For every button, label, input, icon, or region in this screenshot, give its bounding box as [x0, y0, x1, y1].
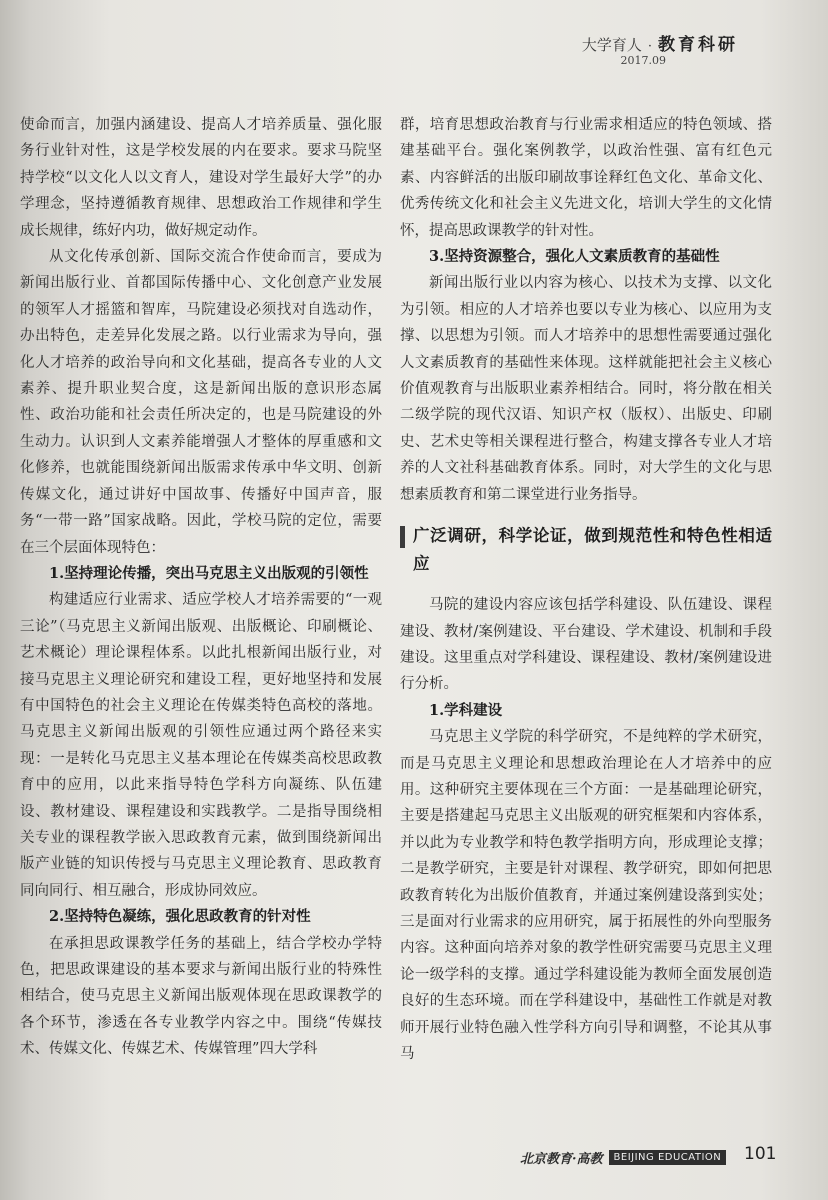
section-marker-bar — [400, 526, 405, 548]
subsection-heading: 1.学科建设 — [429, 701, 503, 719]
subsection-heading: 2.坚持特色凝练，强化思政教育的针对性 — [49, 908, 311, 926]
subsection-heading: 1.坚持理论传播，突出马克思主义出版观的引领性 — [49, 564, 369, 582]
section-title — [400, 522, 772, 578]
running-header — [582, 30, 738, 55]
body-paragraph: 新闻出版行业以内容为核心、以技术为支撑、以文化为引领。相应的人才培养也要以专业为核心、以应用为支撑、以思想为引领。而人才培养中的思想性需要通过强化人文素质教育的基础性来体现。这样就能把社会主义核心价值观教育与出版职业素养相结合。同时，将分散在相关二级学院的现代汉语、知识产权（版权）、出版史、印刷史、艺术史等相关课程进行整合，构建支撑各专业人才培养的人文社科基础教育体系。同时，对大学生的文化与思想素质教育和第二课堂进行业务指导。 — [400, 275, 772, 503]
header-column-name: 大学育人 — [581, 36, 642, 54]
header-separator: · — [647, 39, 652, 54]
footer-badge: BEIJING EDUCATION — [609, 1150, 727, 1165]
body-paragraph: 从文化传承创新、国际交流合作使命而言，要成为新闻出版行业、首都国际传播中心、文化创意产业发展的领军人才摇篮和智库，马院建设必须找对自选动作，办出特色，走差异化发展之路。以行业需求为导向，强化人才培养的政治导向和文化基础，提高各专业的人文素养、提升职业契合度，这是新闻出版的意识形态属性、政治功能和社会责任所决定的，也是马院建设的外生动力。认识到人文素养能增强人才整体的厚重感和文化修养，也就能围绕新闻出版需求传承中华文明、创新传媒文化，通过讲好中国故事、传播好中国声音，服务“一带一路”国家战略。因此，学校马院的定位，需要在三个层面体现特色： — [20, 249, 382, 556]
header-section-name: 教育科研 — [658, 35, 738, 55]
section-title-text: 广泛调研，科学论证，做到规范性和特色性相适应 — [413, 526, 772, 574]
body-paragraph: 构建适应行业需求、适应学校人才培养需要的“一观三论”（马克思主义新闻出版观、出版概论、印刷概论、艺术概论）理论课程体系。以此扎根新闻出版行业，对接马克思主义理论研究和建设工程，更好地坚持和发展有中国特色的社会主义理论在传媒类特色高校的落地。马克思主义新闻出版观的引领性应通过两个路径来实现：一是转化马克思主义基本理论在传媒类高校思政教育中的应用，以此来指导特色学科方向凝练、队伍建设、教材建设、课程建设和实践教学。二是指导围绕相关专业的课程教学嵌入思政教育元素，做到围绕新闻出版产业链的知识传授与马克思主义理论教育、思政教育同向同行、相互融合，形成协同效应。 — [20, 592, 382, 899]
page-number: 101 — [744, 1144, 777, 1164]
subsection-heading: 3.坚持资源整合，强化人文素质教育的基础性 — [429, 248, 720, 266]
body-paragraph: 使命而言，加强内涵建设、提高人才培养质量、强化服务行业针对性，这是学校发展的内在要求。要求马院坚持学校“以文化人以文育人，建设对学生最好大学”的办学理念，坚持遵循教育规律、思想政治工作规律和学生成长规律，练好内功，做好规定动作。 — [20, 117, 382, 239]
footer-magazine-name: 北京教育·高教 — [520, 1152, 603, 1167]
left-text-column — [20, 112, 382, 1063]
body-paragraph: 马克思主义学院的科学研究，不是纯粹的学术研究，而是马克思主义理论和思想政治理论在人才培养中的应用。这种研究主要体现在三个方面：一是基础理论研究，主要是搭建起马克思主义出版观的研究框架和内容体系，并以此为专业教学和特色教学指明方向，形成理论支撑；二是教学研究，主要是针对课程、教学研究，即如何把思政教育转化为出版价值教育，并通过案例建设落到实处；三是面对行业需求的应用研究，属于拓展性的外向型服务内容。这种面向培养对象的教学性研究需要马克思主义理论一级学科的支撑。通过学科建设能为教师全面发展创造良好的生态环境。而在学科建设中，基础性工作就是对教师开展行业特色融入性学科方向引导和调整，不论其从事马 — [400, 729, 772, 1062]
body-paragraph: 群，培育思想政治教育与行业需求相适应的特色领域、搭建基础平台。强化案例教学，以政治性强、富有红色元素、内容鲜活的出版印刷故事诠释红色文化、革命文化、优秀传统文化和社会主义先进文化，培训大学生的文化情怀，提高思政课教学的针对性。 — [400, 117, 772, 239]
footer — [520, 1148, 726, 1167]
body-paragraph: 马院的建设内容应该包括学科建设、队伍建设、课程建设、教材/案例建设、平台建设、学术建设、机制和手段建设。这里重点对学科建设、课程建设、教材/案例建设进行分析。 — [400, 597, 772, 693]
right-text-column — [400, 112, 772, 1067]
body-paragraph: 在承担思政课教学任务的基础上，结合学校办学特色，把思政课建设的基本要求与新闻出版行业的特殊性相结合，使马克思主义新闻出版观体现在思政课教学的各个环节，渗透在各专业教学内容之中。围绕“传媒技术、传媒文化、传媒艺术、传媒管理”四大学科 — [20, 935, 382, 1058]
header-issue-date: 2017.09 — [620, 54, 666, 67]
